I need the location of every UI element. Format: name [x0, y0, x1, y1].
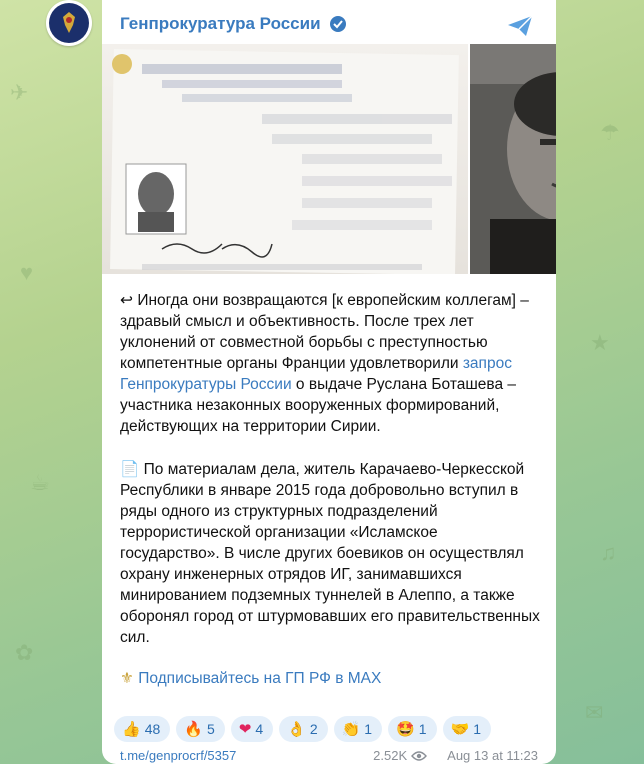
background-doodle: ♥	[20, 260, 34, 285]
reaction-fire[interactable]	[176, 716, 224, 742]
document-photo[interactable]	[102, 44, 468, 274]
reaction-count: 2	[309, 721, 318, 737]
portrait-photo[interactable]	[470, 44, 556, 274]
channel-avatar[interactable]	[46, 0, 92, 46]
reaction-count: 1	[473, 721, 482, 737]
background-doodle: ♫	[600, 540, 617, 565]
reaction-count: 1	[364, 721, 373, 737]
paragraph-1-suffix: о выдаче Руслана Боташева – участника незаконных вооруженных формирований, действующих на территории Сирии.	[120, 376, 517, 435]
message-footer	[120, 748, 538, 763]
subscribe-line	[120, 668, 540, 689]
reaction-handshake[interactable]	[443, 716, 491, 742]
paragraph-1	[120, 290, 540, 437]
paragraph-1-prefix: Иногда они возвращаются [к европейским коллегам] – здравый смысл и объективность. После трех лет уклонений от совместной борьбы с преступностью компетентные органы Франции удовлетворили	[120, 292, 529, 372]
fire-icon: 🔥	[184, 721, 203, 738]
background-doodle: ★	[590, 330, 610, 355]
reaction-ok-hand[interactable]	[279, 716, 327, 742]
document-icon: 📄	[120, 461, 140, 478]
reaction-heart[interactable]	[231, 716, 273, 742]
reaction-count: 4	[255, 721, 264, 737]
message-header	[120, 14, 347, 34]
ok-hand-icon: 👌	[287, 721, 306, 738]
background-doodle: ☕	[30, 470, 50, 495]
post-date: Aug 13 at 11:23	[447, 748, 538, 763]
post-link[interactable]: t.me/genprocrf/5357	[120, 748, 237, 763]
back-arrow-icon: ↩	[120, 292, 133, 309]
reaction-star-struck[interactable]	[388, 716, 436, 742]
channel-name[interactable]: Генпрокуратура России	[120, 14, 321, 33]
heart-icon: ❤	[238, 721, 252, 738]
reaction-count: 1	[418, 721, 427, 737]
subscribe-link[interactable]: Подписывайтесь на ГП РФ в MAX	[138, 670, 382, 687]
prosecutor-request-link[interactable]: запрос Генпрокуратуры России	[120, 355, 512, 393]
emblem-icon	[49, 3, 89, 43]
eye-icon	[411, 750, 427, 762]
share-icon[interactable]	[506, 14, 534, 38]
views-counter	[373, 748, 427, 763]
reaction-count: 48	[144, 721, 161, 737]
message-text	[120, 290, 540, 711]
message-card	[102, 0, 556, 764]
views-count: 2.52K	[373, 748, 408, 763]
star-struck-icon: 🤩	[396, 721, 415, 738]
paragraph-2	[120, 459, 540, 648]
thumbs-up-icon: 👍	[122, 721, 141, 738]
verified-icon	[329, 15, 347, 33]
background-doodle: ✉	[585, 700, 604, 725]
background-doodle: ☂	[600, 120, 620, 145]
reaction-thumbs-up[interactable]	[114, 716, 170, 742]
paragraph-2-text: По материалам дела, житель Карачаево-Черкесской Республики в январе 2015 года добровольно вступил в ряды одного из структурных подразделений террористической организации «Исламское государство». В числе других боевиков он осуществлял охрану инженерных отрядов ИГ, занимавшихся минированием подземных туннелей в Алеппо, а также оборонял город от штурмовавших его правительственных сил.	[120, 461, 540, 646]
reaction-clap[interactable]	[334, 716, 382, 742]
reactions-bar	[114, 716, 491, 742]
handshake-icon: 🤝	[450, 721, 470, 738]
emblem-small-icon: ⚜	[120, 670, 134, 687]
background-doodle: ✿	[15, 640, 34, 665]
background-doodle: ✈	[10, 80, 29, 105]
clap-icon: 👏	[341, 721, 361, 738]
reaction-count: 5	[206, 721, 215, 737]
